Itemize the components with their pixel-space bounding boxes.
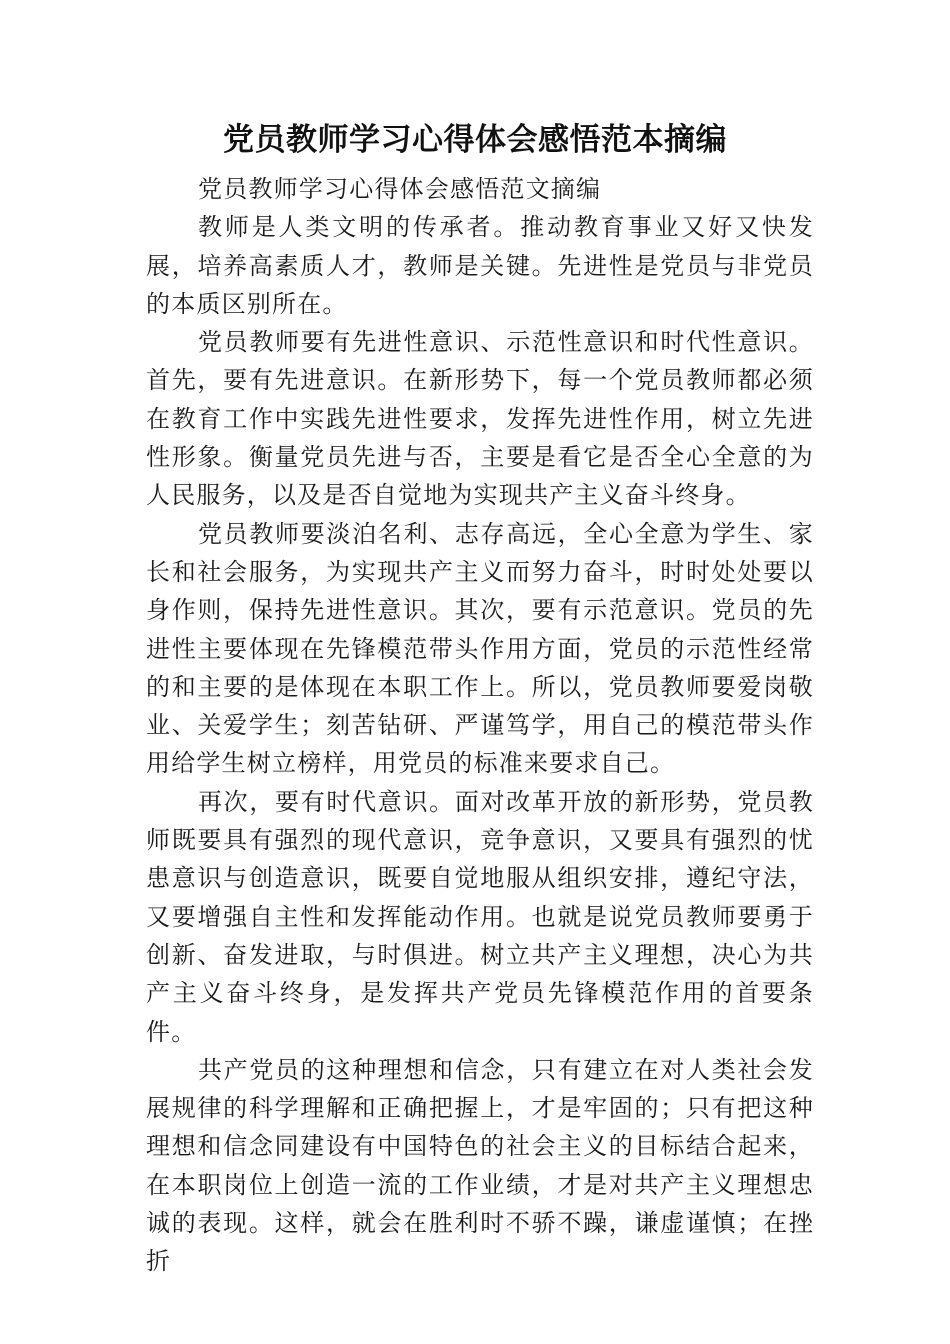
body-paragraph: 党员教师要淡泊名利、志存高远，全心全意为学生、家长和社会服务，为实现共产主义而努力奋斗，时时处处要以身作则，保持先进性意识。其次，要有示范意识。党员的先进性主要体现在先锋模范带头作用方面，党员的示范性经常的和主要的是体现在本职工作上。所以，党员教师要爱岗敬业、关爱学生；刻苦钻研、严谨笃学，用自己的模范带头作用给学生树立榜样，用党员的标准来要求自己。 <box>146 519 814 778</box>
document-title: 党员教师学习心得体会感悟范本摘编 <box>223 122 727 158</box>
body-paragraph: 再次，要有时代意识。面对改革开放的新形势，党员教师既要具有强烈的现代意识，竞争意识，又要具有强烈的忧患意识与创造意识，既要自觉地服从组织安排，遵纪守法，又要增强自主性和发挥能动作用。也就是说党员教师要勇于创新、奋发进取，与时俱进。树立共产主义理想，决心为共产主义奋斗终身，是发挥共产党员先锋模范作用的首要条件。 <box>146 787 814 1046</box>
body-paragraph: 教师是人类文明的传承者。推动教育事业又好又快发展，培养高素质人才，教师是关键。先进性是党员与非党员的本质区别所在。 <box>146 213 814 318</box>
body-paragraph: 共产党员的这种理想和信念，只有建立在对人类社会发展规律的科学理解和正确把握上，才是牢固的；只有把这种理想和信念同建设有中国特色的社会主义的目标结合起来，在本职岗位上创造一流的工作业绩，才是对共产主义理想忠诚的表现。这样，就会在胜利时不骄不躁，谦虚谨慎；在挫折 <box>146 1055 814 1276</box>
subtitle-paragraph: 党员教师学习心得体会感悟范文摘编 <box>198 175 602 203</box>
document-body <box>146 170 814 1281</box>
body-paragraph: 党员教师要有先进性意识、示范性意识和时代性意识。首先，要有先进意识。在新形势下，每一个党员教师都必须在教育工作中实践先进性要求，发挥先进性作用，树立先进性形象。衡量党员先进与否，主要是看它是否全心全意的为人民服务，以及是否自觉地为实现共产主义奋斗终身。 <box>146 328 814 510</box>
